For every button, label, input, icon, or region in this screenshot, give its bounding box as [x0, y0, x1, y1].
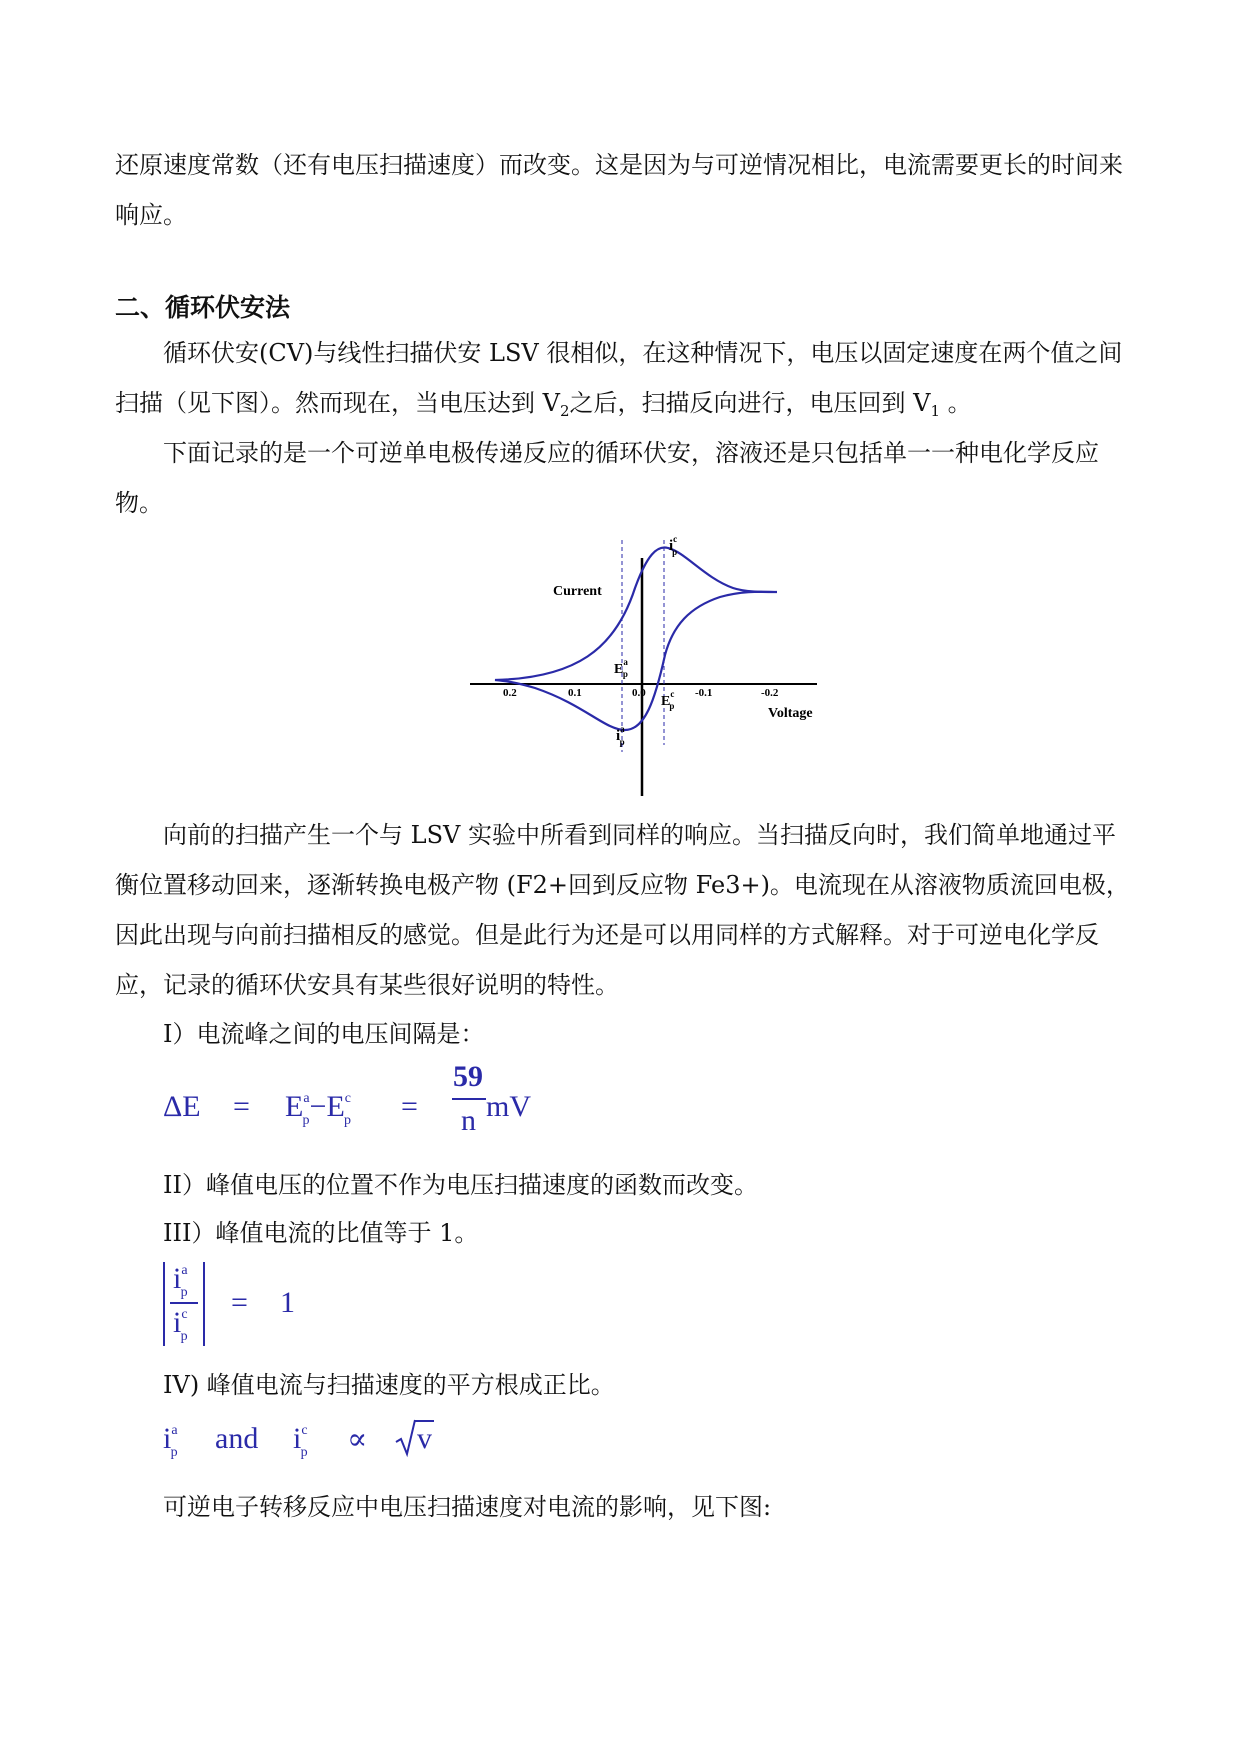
text: 。: [940, 389, 972, 417]
list-item-4: IV) 峰值电流与扫描速度的平方根成正比。: [163, 1371, 615, 1399]
ipc-label: $i^c$ p: [669, 534, 678, 557]
paragraph-forward: 向前的扫描产生一个与 LSV 实验中所看到同样的响应。当扫描反向时，我们简单地通过平衡位置移动回来，逐渐转换电极产物 (F2+回到反应物 Fe3+)。电流现在从溶液物质流回电极，因此出现与向前扫描相反的感觉。但是此行为还是可以用同样的方式解释。对于可逆电化学反应，记录的循环伏安具有某些很好说明的特性。: [115, 821, 1130, 999]
formula-numerator: 59: [453, 1060, 483, 1093]
formula-prop: ∝: [347, 1423, 368, 1456]
tick-label: 0.2: [503, 687, 517, 699]
section-heading: 二、循环伏安法: [115, 293, 291, 322]
fraction-bar: [452, 1098, 486, 1100]
ratio-numerator: $i^a_p$: [173, 1262, 188, 1300]
tick-label: 0.1: [568, 687, 582, 699]
subscript-2: 2: [559, 402, 570, 420]
formula-diff: $E^a_p-E^c_p$: [285, 1090, 352, 1128]
x-axis-label: Voltage: [768, 706, 813, 721]
cv-figure: [465, 530, 825, 800]
epa-label: $E^a$ p: [614, 657, 628, 679]
formula-denominator: n: [461, 1104, 476, 1137]
formula-eq: =: [401, 1090, 418, 1123]
y-axis-label: Current: [553, 584, 602, 599]
abs-bar-right: [203, 1262, 205, 1346]
formula-unit: mV: [486, 1090, 531, 1123]
paragraph-last: 可逆电子转移反应中电压扫描速度对电流的影响，见下图:: [163, 1493, 772, 1521]
formula-peak-ratio: [163, 1258, 363, 1348]
tick-label: 0.0: [632, 687, 646, 699]
epc-label: $E^c$ p: [661, 689, 675, 711]
formula-lhs: ΔE: [163, 1090, 201, 1123]
tick-label: -0.1: [695, 687, 713, 699]
formula-eq: =: [233, 1090, 250, 1123]
fraction-bar: [170, 1302, 198, 1304]
sqrt-operand: v: [417, 1422, 432, 1455]
formula-eq: =: [231, 1286, 248, 1319]
paragraph-intro: 还原速度常数（还有电压扫描速度）而改变。这是因为与可逆情况相比，电流需要更长的时间来响应。: [115, 151, 1123, 229]
list-item-2: II）峰值电压的位置不作为电压扫描速度的函数而改变。: [163, 1171, 758, 1199]
text: 循环伏安(CV)与线性扫描伏安 LSV 很相似，在这种情况下，电压以固定速度在两个值之间扫描（见下图）。然而现在，当电压达到 V: [115, 339, 1123, 417]
tick-label: -0.2: [761, 687, 779, 699]
ipa-label: $i^a$ p: [616, 724, 625, 747]
paragraph-record: 下面记录的是一个可逆单电极传递反应的循环伏安，溶液还是只包括单一一种电化学反应物。: [115, 439, 1099, 517]
ratio-denominator: $i^c_p$: [173, 1306, 188, 1344]
ipa-term: $i^a_p$: [163, 1422, 178, 1460]
formula-proportional: [163, 1410, 483, 1470]
cv-curve: [495, 547, 777, 730]
formula-rhs: 1: [280, 1286, 295, 1319]
text: 之后，扫描反向进行，电压回到 V: [569, 389, 931, 417]
paragraph-cv: [115, 328, 1130, 436]
list-item-1: I）电流峰之间的电压间隔是：: [163, 1020, 485, 1048]
list-item-3: III）峰值电流的比值等于 1。: [163, 1219, 479, 1247]
sqrt-icon: [395, 1418, 417, 1458]
subscript-1: 1: [930, 402, 941, 420]
ipc-term: $i^c_p$: [293, 1422, 308, 1460]
formula-and: and: [215, 1422, 259, 1455]
abs-bar-left: [163, 1262, 165, 1346]
formula-delta-e: [163, 1060, 563, 1150]
